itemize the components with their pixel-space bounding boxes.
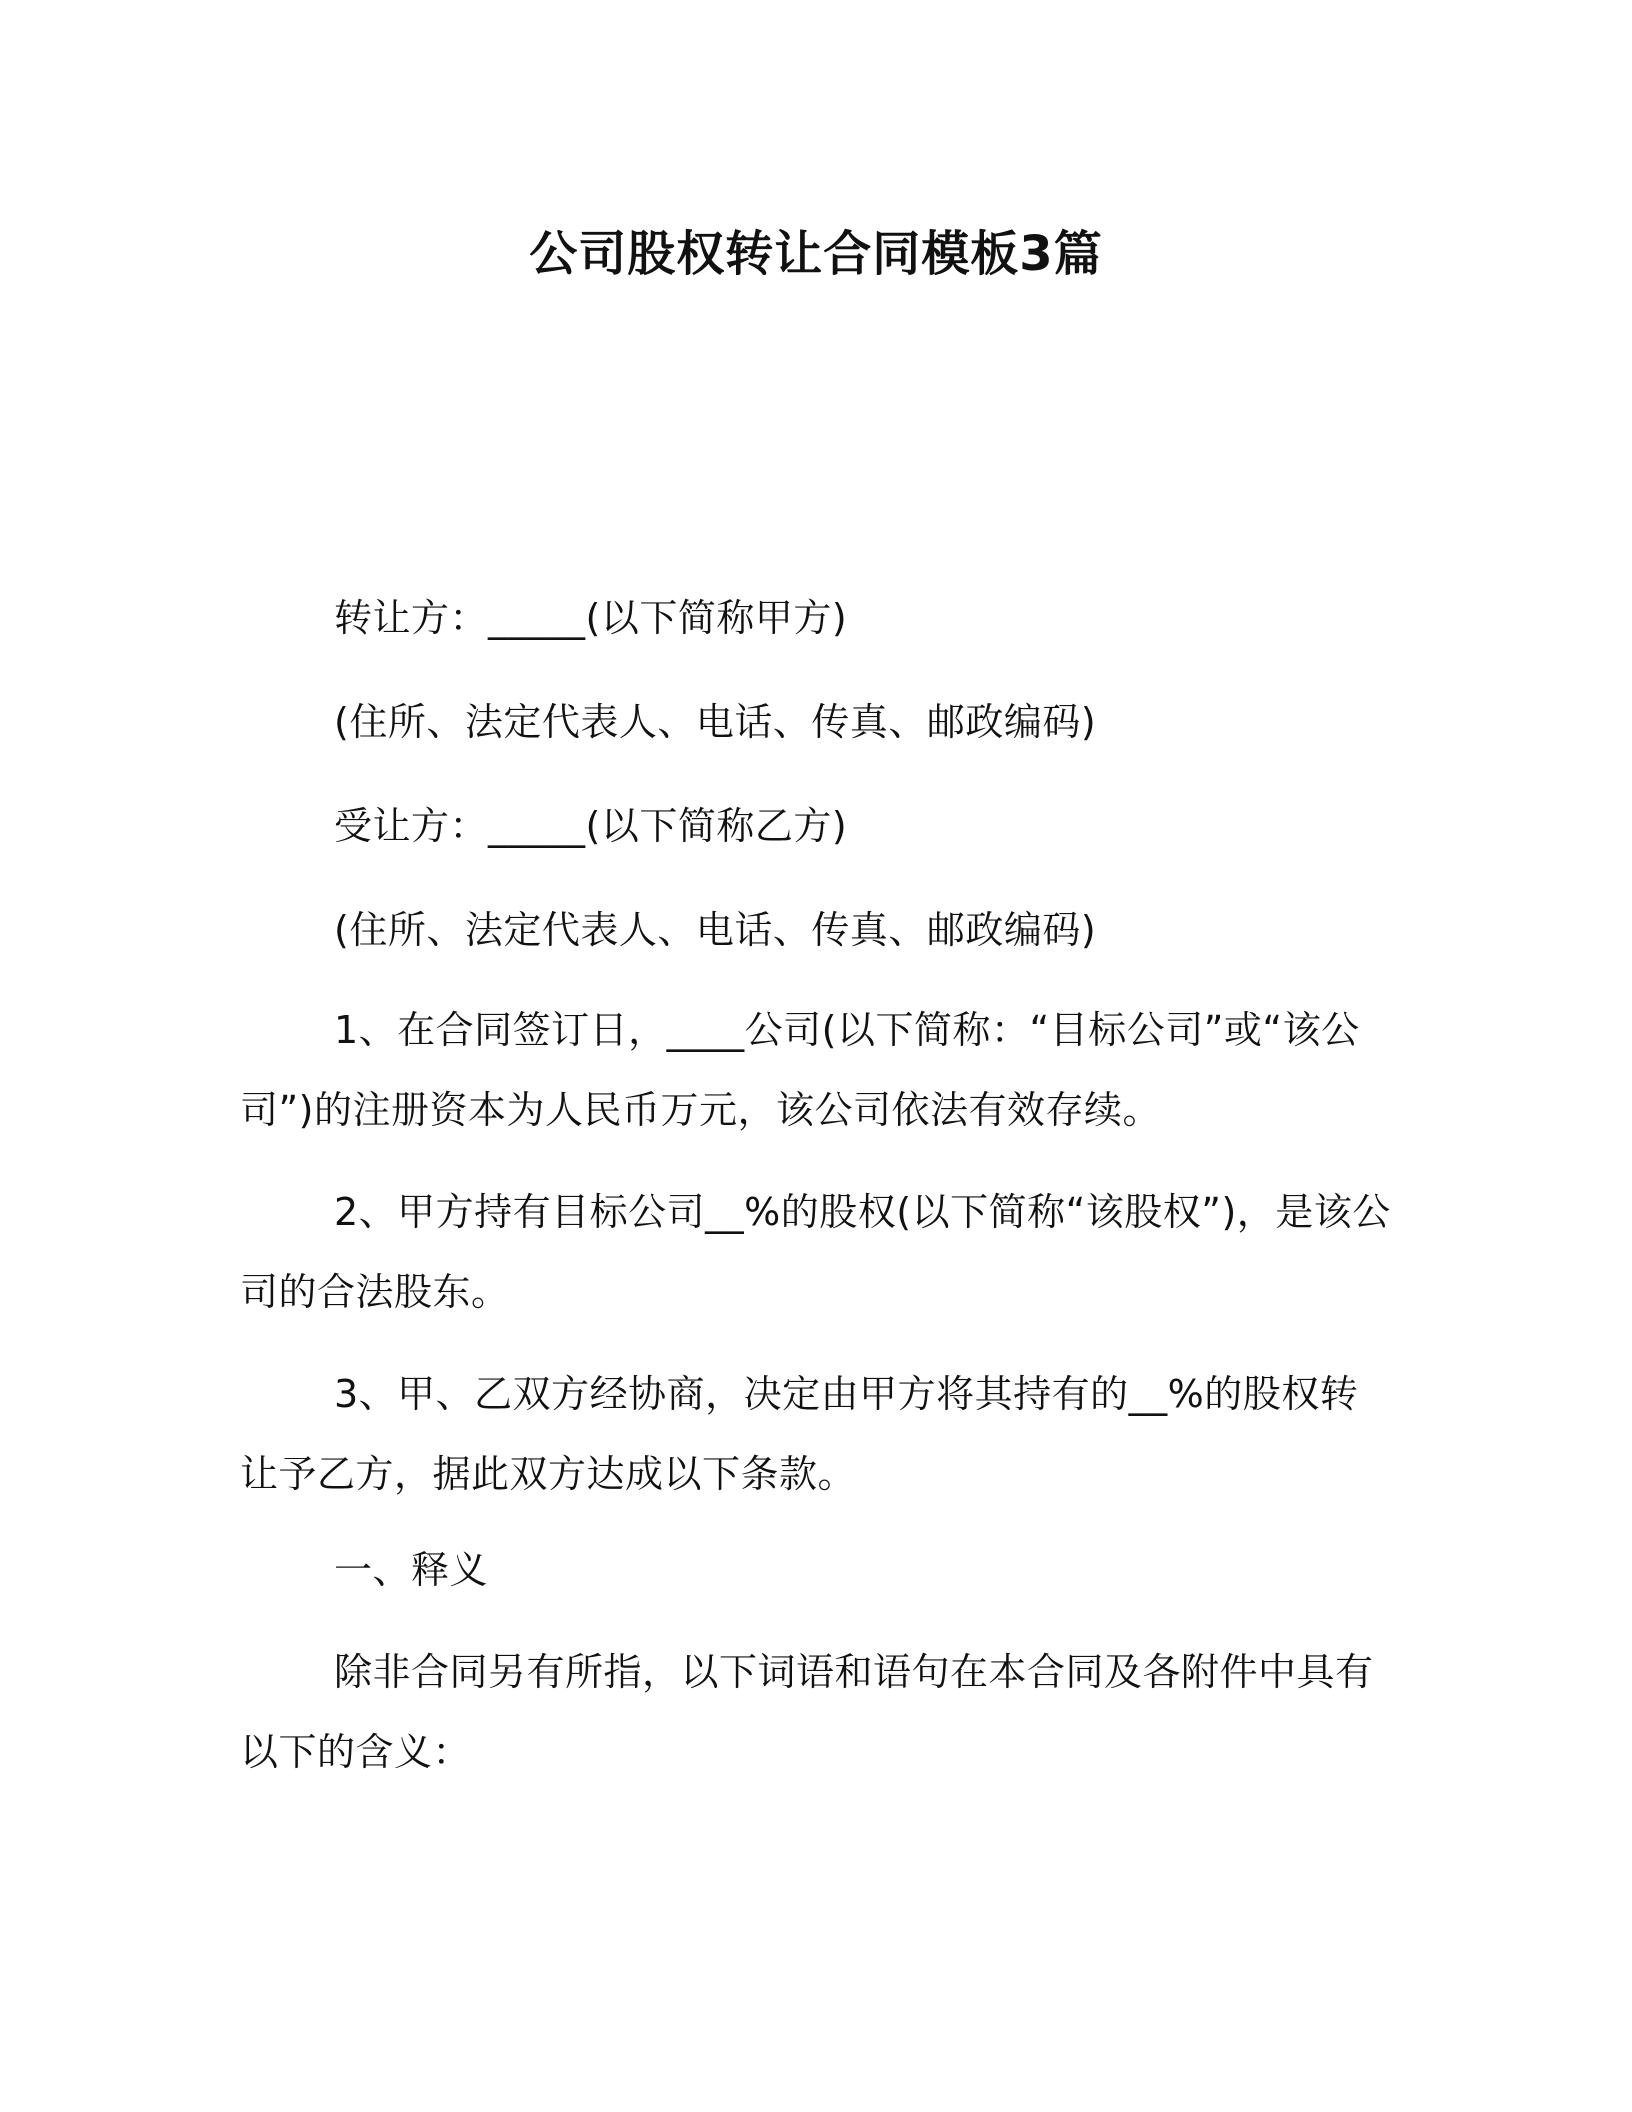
definitions-intro: 除非合同另有所指，以下词语和语句在本合同及各附件中具有以下的含义：	[240, 1650, 1374, 1774]
transferee-line: 受让方：_____(以下简称乙方)	[334, 804, 848, 848]
transferor-line: 转让方：_____(以下简称甲方)	[334, 596, 848, 640]
clause-2: 2、甲方持有目标公司__%的股权(以下简称“该股权”)，是该公司的合法股东。	[240, 1190, 1391, 1314]
section-heading-definitions: 一、释义	[334, 1548, 489, 1592]
clause-3: 3、甲、乙双方经协商，决定由甲方将其持有的__%的股权转让予乙方，据此双方达成以下条款。	[240, 1372, 1359, 1496]
transferor-details-line: (住所、法定代表人、电话、传真、邮政编码)	[334, 700, 1097, 744]
document-title: 公司股权转让合同模板3篇	[529, 226, 1103, 282]
clause-1: 1、在合同签订日，____公司(以下简称：“目标公司”或“该公司”)的注册资本为人民币万元，该公司依法有效存续。	[240, 1008, 1360, 1132]
transferee-details-line: (住所、法定代表人、电话、传真、邮政编码)	[334, 908, 1097, 952]
